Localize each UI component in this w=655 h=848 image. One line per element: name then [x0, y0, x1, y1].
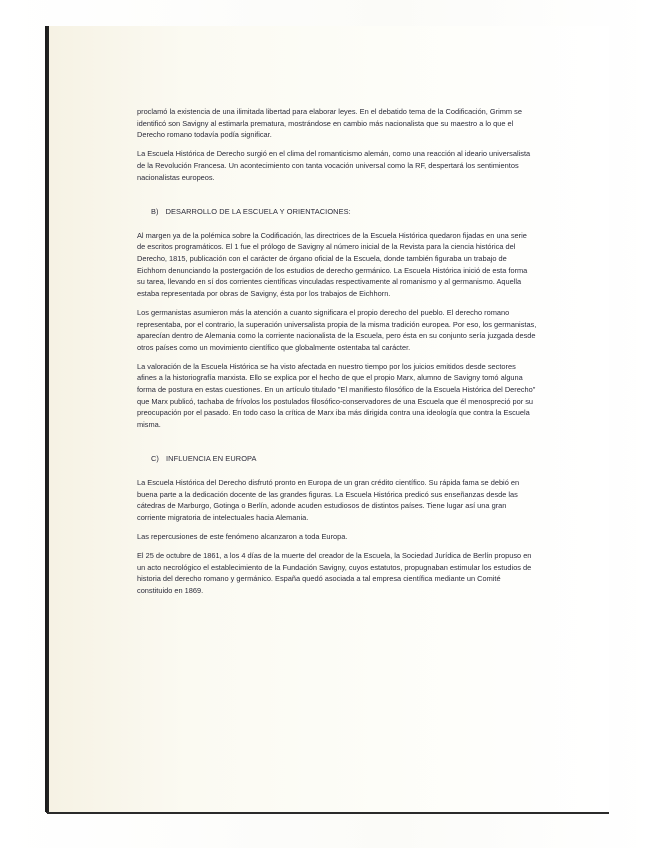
- section-b-heading: [151, 206, 537, 218]
- paragraph: La Escuela Histórica del Derecho disfrutó pronto en Europa de un gran crédito científico. Su rápida fama se debió en buena parte a la dedicación docente de las grandes figuras. La Escuela Histórica predicó sus enseñanzas desde las cátedras de Marburgo, Gotinga o Berlín, adonde acuden estudiosos de distintos países. Tiene lugar así una gran corriente migratoria de intelectuales hacia Alemania.: [137, 478, 520, 522]
- paragraph: Los germanistas asumieron más la atención a cuanto significara el propio derecho del pueblo. El derecho romano representaba, por el contrario, la superación universalista propia de la misma tradición europea. Por eso, los germanistas, aparecían dentro de Alemania como la corriente nacionalista de la Escuela, pero ésta en su conjunto sería juzgada desde otros países como un movimiento científico que globalmente ostentaba tal carácter.: [137, 307, 537, 352]
- section-c-title: INFLUENCIA EN EUROPA: [166, 454, 257, 464]
- paragraph: La Escuela Histórica de Derecho surgió en el clima del romanticismo alemán, como una reacción al ideario universalista de la Revolución Francesa. Un acontecimiento con tanta vocación universal como la RF, despertará los sentimientos nacionalistas europeos.: [137, 149, 531, 182]
- section-b-letter: B): [151, 207, 159, 217]
- paragraph: proclamó la existencia de una ilimitada libertad para elaborar leyes. En el debatido tema de la Codificación, Grimm se identificó son Savigny al estimarla prematura, mostrándose en cambio más nacionalista que su maestro a lo que el Derecho romano todavía podía significar.: [137, 107, 522, 140]
- section-c-letter: C): [151, 454, 159, 464]
- page-content: [137, 106, 537, 604]
- paragraph: La valoración de la Escuela Histórica se ha visto afectada en nuestro tiempo por los juicios emitidos desde sectores afines a la historiografía marxista. Ello se explica por el hecho de que el propio Marx, alumno de Savigny tomó alguna forma de postura en estas cuestiones. En un artículo titulado "El manifiesto filosófico de la Escuela Histórica del Derecho" que Marx publicó, tachaba de frívolos los postulados filosófico-conservadores de una Escuela que él menospreció por su preocupación por el pasado. En todo caso la crítica de Marx iba más dirigida contra una ideología que contra la Escuela misma.: [137, 361, 536, 429]
- section-b-title: DESARROLLO DE LA ESCUELA Y ORIENTACIONES:: [165, 207, 351, 217]
- section-c-heading: [151, 453, 537, 465]
- paragraph: El 25 de octubre de 1861, a los 4 días de la muerte del creador de la Escuela, la Sociedad Jurídica de Berlín propuso en un acto necrológico el establecimiento de la Fundación Savigny, cuyos estatutos, propugnaban estimular los estudios de historia del derecho romano y germánico. España quedó asociada a tal empresa científica mediante un Comité constituido en 1869.: [137, 551, 532, 595]
- scanned-page: [47, 26, 609, 812]
- paragraph: Las repercusiones de este fenómeno alcanzaron a toda Europa.: [137, 532, 348, 541]
- paragraph: Al margen ya de la polémica sobre la Codificación, las directrices de la Escuela Histórica quedaron fijadas en una serie de escritos programáticos. El 1 fue el prólogo de Savigny al número inicial de la Revista para la ciencia histórica del Derecho, 1815, publicación con el carácter de órgano oficial de la Escuela, donde también figuraba un trabajo de Eichhorn denunciando la postergación de los estudios de derecho germánico. La Escuela Histórica inició de esta forma su tarea, llevando en sí dos corrientes científicas vinculadas respectivamente al romanismo y al germanismo. Aquella estaba representada por obras de Savigny, ésta por los trabajos de Eichhorn.: [137, 230, 528, 298]
